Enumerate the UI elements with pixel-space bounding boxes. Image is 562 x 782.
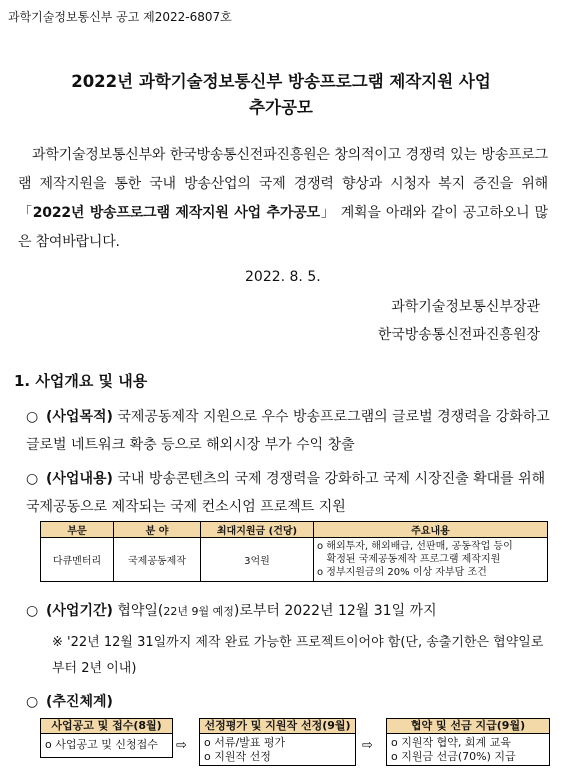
item-label: (사업내용) (46, 471, 113, 487)
item-label: (추진체계) (46, 694, 113, 710)
bullet-circle: ○ (26, 694, 39, 710)
notice-number: 과학기술정보통신부 공고 제2022-6807호 (8, 10, 232, 24)
flow-step-line: o 지원작 협약, 회계 교육 (391, 736, 511, 749)
period-note (52, 630, 548, 682)
cell-category: 다큐멘터리 (41, 538, 114, 582)
table-header-row (41, 522, 548, 538)
table-header: 부문 (41, 522, 114, 538)
arrow-icon: ⇨ (362, 738, 373, 753)
item-period (26, 597, 552, 626)
item-text: 국내 방송콘텐츠의 국제 경쟁력을 강화하고 국제 시장진출 확대를 위해 국제공동으로 제작되는 국제 컨소시엄 프로젝트 지원 (26, 471, 546, 515)
item-content (26, 465, 552, 521)
issuer-ministry: 과학기술정보통신부장관 (391, 299, 540, 315)
flow-step-line: o 사업공고 및 신청접수 (45, 738, 158, 751)
flow-step-header: 협약 및 선금 지급(9월) (387, 719, 549, 734)
flow-step-announce (40, 718, 173, 758)
detail-line: 확정된 국제공동제작 프로그램 제작지원 (317, 554, 501, 565)
issuer-agency: 한국방송통신전파진흥원장 (377, 327, 540, 343)
item-text: 국제공동제작 지원으로 우수 방송프로그램의 글로벌 경쟁력을 강화하고 글로벌 네트워크 확충 등으로 해외시장 부가 수익 창출 (26, 409, 550, 453)
table-header: 최대지원금 (건당) (201, 522, 314, 538)
item-text: 협약일( (112, 603, 164, 619)
item-text-small: 22년 9월 예정 (163, 605, 234, 618)
table-header: 주요내용 (314, 522, 548, 538)
item-text: )로부터 2022년 12월 31일 까지 (233, 603, 437, 619)
cell-details (314, 538, 548, 582)
intro-text-after: 」 계획을 아래와 같이 공고하오니 많은 참여바랍니다. (18, 205, 548, 250)
flow-step-header: 사업공고 및 접수(8월) (41, 719, 172, 734)
table-row (41, 538, 548, 582)
note-text: '22년 12월 31일까지 제작 완료 가능한 프로젝트이어야 함(단, 송출기한은 협약일로부터 2년 이내) (52, 635, 544, 676)
flow-step-evaluation (199, 718, 356, 766)
flow-step-line: o 서류/발표 평가 (204, 736, 286, 749)
bullet-circle: ○ (26, 409, 39, 425)
item-label: (사업기간) (46, 603, 113, 619)
flow-step-line: o 지원금 선금(70%) 지급 (391, 750, 516, 763)
item-purpose (26, 403, 552, 459)
arrow-icon: ⇨ (176, 738, 187, 753)
detail-line: o 정부지원금의 20% 이상 자부담 조건 (317, 567, 487, 578)
doc-title-line1: 2022년 과학기술정보통신부 방송프로그램 제작지원 사업 (71, 72, 491, 91)
intro-text-before: 과학기술정보통신부와 한국방송통신전파진흥원은 창의적이고 경쟁력 있는 방송프로그램 제작지원을 통한 국내 방송산업의 국제 경쟁력 향상과 시청자 복지 증진을 위해 「 (18, 147, 548, 221)
flow-step-agreement (386, 718, 550, 766)
cell-field: 국제공동제작 (114, 538, 201, 582)
doc-title-line2: 추가공모 (249, 98, 313, 117)
bullet-circle: ○ (26, 471, 39, 487)
announcement-date: 2022. 8. 5. (245, 269, 321, 285)
item-label: (사업목적) (46, 409, 113, 425)
cell-amount: 3억원 (201, 538, 314, 582)
detail-line: o 해외투자, 해외배급, 선판매, 공동작업 등이 (317, 541, 513, 552)
intro-paragraph (18, 141, 548, 257)
table-header: 분 야 (114, 522, 201, 538)
support-table (40, 521, 548, 582)
item-system (26, 688, 552, 716)
intro-text-bold: 2022년 방송프로그램 제작지원 사업 추가공모 (32, 205, 320, 221)
flow-step-header: 선정평가 및 지원작 선정(9월) (200, 719, 355, 734)
bullet-circle: ○ (26, 603, 39, 619)
flow-step-line: o 지원작 선정 (204, 750, 271, 763)
note-mark: ※ (52, 635, 63, 650)
section-heading: 1. 사업개요 및 내용 (14, 372, 148, 390)
